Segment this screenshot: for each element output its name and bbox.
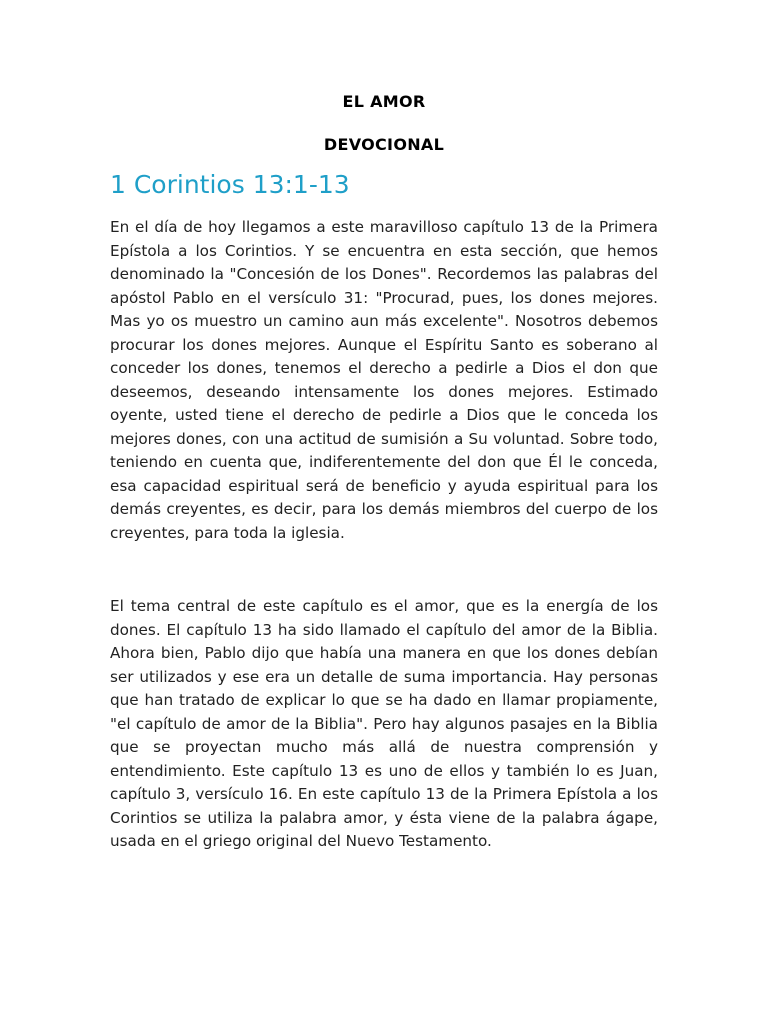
paragraph: El tema central de este capítulo es el amor, que es la energía de los dones. El capítulo 13 ha sido llamado el capítulo del amor de la Biblia. Ahora bien, Pablo dijo que había una manera en que los dones debían ser utilizados y ese era un detalle de suma importancia. Hay personas que han tratado de explicar lo que se ha dado en llamar propiamente, "el capítulo de amor de la Biblia". Pero hay algunos pasajes en la Biblia que se proyectan mucho más allá de nuestra comprensión y entendimiento. Este capítulo 13 es uno de ellos y también lo es Juan, capítulo 3, versículo 16. En este capítulo 13 de la Primera Epístola a los Corintios se utiliza la palabra amor, y ésta viene de la palabra ágape, usada en el griego original del Nuevo Testamento. <box>110 597 658 850</box>
page-title: EL AMOR <box>342 92 426 111</box>
page-subtitle: DEVOCIONAL <box>323 135 445 154</box>
bible-reference-title: 1 Corintios 13:1-13 <box>110 170 350 199</box>
paragraph: En el día de hoy llegamos a este maravilloso capítulo 13 de la Primera Epístola a los Corintios. Y se encuentra en esta sección, que hemos denominado la "Concesión de los Dones". Recordemos las palabras del apóstol Pablo en el versículo 31: "Procurad, pues, los dones mejores. Mas yo os muestro un camino aun más excelente". Nosotros debemos procurar los dones mejores. Aunque el Espíritu Santo es soberano al conceder los dones, tenemos el derecho a pedirle a Dios el don que deseemos, deseando intensamente los dones mejores. Estimado oyente, usted tiene el derecho de pedirle a Dios que le conceda los mejores dones, con una actitud de sumisión a Su voluntad. Sobre todo, teniendo en cuenta que, indiferentemente del don que Él le conceda, esa capacidad espiritual será de beneficio y ayuda espiritual para los demás creyentes, es decir, para los demás miembros del cuerpo de los creyentes, para toda la iglesia. <box>110 218 658 542</box>
